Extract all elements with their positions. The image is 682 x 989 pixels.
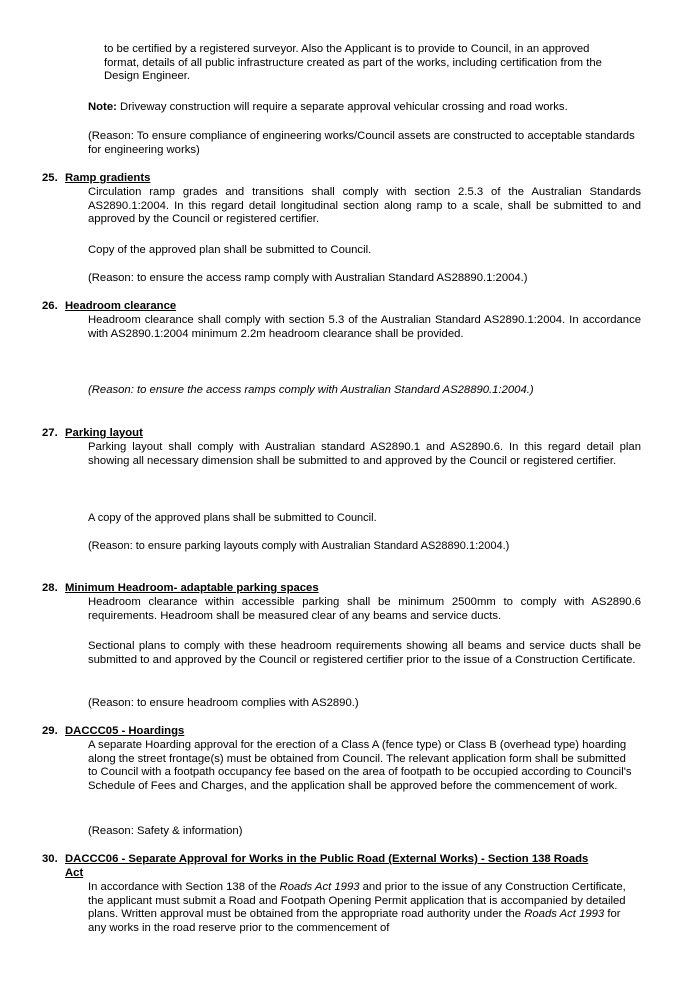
item-29-body	[88, 739, 636, 793]
intro-note	[88, 101, 648, 115]
item-paragraph: Parking layout shall comply with Australian standard AS2890.1 and AS2890.6. In this regard detail plan showing all necessary dimension shall be submitted to and approved by the Council or registered certifier.	[88, 441, 641, 467]
item-25-copy	[88, 244, 641, 258]
item-title-cont: Act	[65, 867, 84, 879]
item-text: and prior to the issue of any Construction Certificate, the applicant must submit a Road and Footpath Opening Permit application that is accompanied by detailed plans. Written approval must be obtained from the appropriate road authority under the	[88, 881, 626, 921]
item-text: for any works in the road reserve prior to the commencement of	[88, 908, 621, 934]
item-text: In accordance with Section 138 of the	[88, 881, 280, 893]
item-paragraph: A separate Hoarding approval for the erection of a Class A (fence type) or Class B (overhead type) hoarding along the street frontage(s) must be obtained from Council. The relevant application form shall be submitted to Council with a footpath occupancy fee based on the area of footpath to be occupied according to Council's Schedule of Fees and Charges, and the application shall be approved before the commencement of work.	[88, 739, 632, 792]
item-28-heading	[42, 582, 642, 596]
reason-text: (Reason: Safety & information)	[88, 825, 243, 837]
item-number: 29.	[42, 725, 58, 737]
item-27-body	[88, 441, 641, 468]
item-29-reason	[88, 825, 641, 839]
reason-text: (Reason: to ensure the access ramps comply with Australian Standard AS28890.1:2004.)	[88, 384, 534, 396]
reason-text: (Reason: To ensure compliance of engineering works/Council assets are constructed to acceptable standards for engineering works)	[88, 130, 635, 156]
item-28-body	[88, 596, 641, 623]
item-28-sectional	[88, 640, 641, 667]
note-label: Note:	[88, 101, 117, 113]
item-29-heading	[42, 725, 642, 739]
item-paragraph: Copy of the approved plan shall be submitted to Council.	[88, 244, 372, 256]
item-number: 30.	[42, 853, 58, 865]
note-text: Driveway construction will require a separate approval vehicular crossing and road works.	[116, 101, 568, 113]
reason-text: (Reason: to ensure parking layouts comply with Australian Standard AS28890.1:2004.)	[88, 540, 510, 552]
item-number: 25.	[42, 172, 58, 184]
item-27-heading	[42, 427, 642, 441]
item-26-body	[88, 314, 641, 341]
item-title: DACCC05 - Hoardings	[65, 725, 185, 737]
item-26-heading	[42, 300, 642, 314]
reason-text: (Reason: to ensure the access ramp comply with Australian Standard AS28890.1:2004.)	[88, 272, 528, 284]
item-27-reason	[88, 540, 641, 554]
item-number: 27.	[42, 427, 58, 439]
item-title: Headroom clearance	[65, 300, 177, 312]
item-25-reason	[88, 272, 641, 286]
item-paragraph: Sectional plans to comply with these headroom requirements showing all beams and service ducts shall be submitted to and approved by the Council or registered certifier prior to the issue of a Construction Certificate.	[88, 640, 641, 666]
item-26-reason	[88, 384, 641, 398]
item-title: Minimum Headroom- adaptable parking spaces	[65, 582, 319, 594]
item-paragraph: Headroom clearance within accessible parking shall be minimum 2500mm to comply with AS2890.6 requirements. Headroom shall be measured clear of any beams and service ducts.	[88, 596, 641, 622]
intro-reason	[88, 130, 643, 157]
item-paragraph: Circulation ramp grades and transitions shall comply with section 2.5.3 of the Australian Standards AS2890.1:2004. In this regard detail longitudinal section along ramp to a scale, shall be submitted to and approved by the Council or registered certifier.	[88, 186, 641, 226]
act-name: Roads Act 1993	[279, 881, 360, 893]
item-paragraph: A copy of the approved plans shall be submitted to Council.	[88, 512, 377, 524]
item-paragraph: Headroom clearance shall comply with section 5.3 of the Australian Standard AS2890.1:2004. In accordance with AS2890.1:2004 minimum 2.2m headroom clearance shall be provided.	[88, 314, 641, 340]
item-27-copy	[88, 512, 641, 526]
reason-text: (Reason: to ensure headroom complies with AS2890.)	[88, 697, 359, 709]
item-25-body	[88, 186, 641, 227]
intro-text: to be certified by a registered surveyor. Also the Applicant is to provide to Council, in an approved format, details of all public infrastructure created as part of the works, including certification from the Design Engineer.	[104, 43, 602, 83]
item-25-heading	[42, 172, 642, 186]
item-28-reason	[88, 697, 641, 711]
item-title: Ramp gradients	[65, 172, 151, 184]
intro-continuation	[104, 43, 624, 84]
item-number: 26.	[42, 300, 58, 312]
act-name: Roads Act 1993	[524, 908, 605, 921]
item-30-heading	[42, 853, 642, 881]
item-30-body	[88, 881, 641, 935]
item-title: Parking layout	[65, 427, 143, 439]
item-number: 28.	[42, 582, 58, 594]
item-title: DACCC06 - Separate Approval for Works in the Public Road (External Works) - Section 138 Roads	[65, 853, 589, 865]
